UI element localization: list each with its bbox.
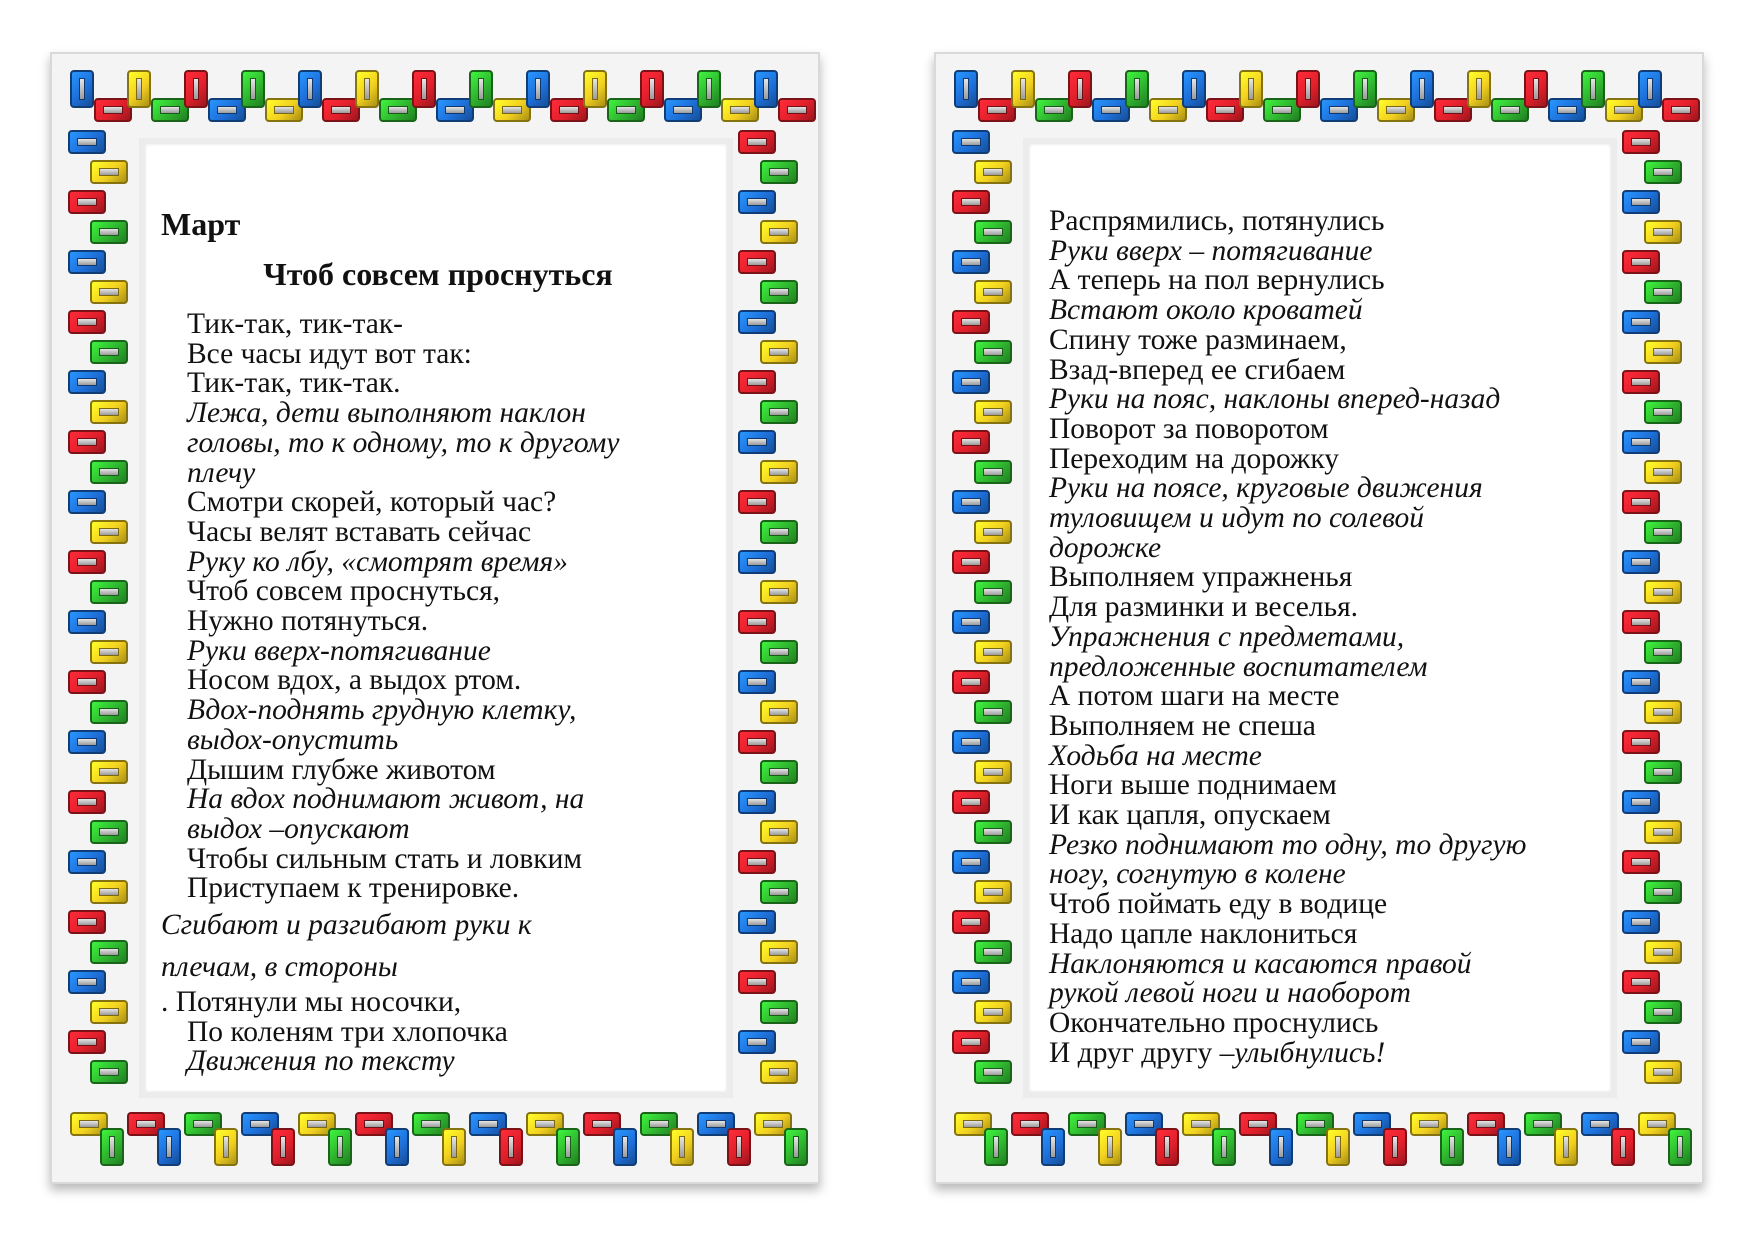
frame-block-yellow — [1644, 1060, 1682, 1084]
frame-block-yellow — [974, 520, 1012, 544]
frame-block-yellow — [90, 160, 128, 184]
frame-block-blue — [1548, 98, 1586, 122]
frame-block-green — [151, 98, 189, 122]
right-line-13: Выполняем упражненья — [1049, 561, 1353, 594]
frame-block-red — [68, 310, 106, 334]
right-line-17: А потом шаги на месте — [1049, 680, 1340, 713]
left-line-13: Носом вдох, а выдох ртом. — [187, 664, 522, 697]
frame-block-yellow — [760, 940, 798, 964]
frame-block-yellow — [1644, 340, 1682, 364]
frame-block-yellow — [974, 160, 1012, 184]
frame-block-yellow — [127, 70, 151, 108]
frame-block-yellow — [760, 460, 798, 484]
frame-block-green — [1491, 98, 1529, 122]
frame-block-green — [784, 1128, 808, 1166]
frame-block-green — [1644, 760, 1682, 784]
frame-block-blue — [954, 70, 978, 108]
left-line-17: На вдох поднимают живот, на — [187, 783, 585, 816]
frame-block-yellow — [760, 340, 798, 364]
frame-block-yellow — [1644, 220, 1682, 244]
frame-block-blue — [754, 70, 778, 108]
card-left-content — [145, 144, 727, 1092]
left-line-10: Чтоб совсем проснуться, — [187, 575, 501, 608]
poem-title: Чтоб совсем проснуться — [263, 256, 613, 292]
frame-block-blue — [436, 98, 474, 122]
frame-block-yellow — [1011, 70, 1035, 108]
frame-block-green — [379, 98, 417, 122]
frame-block-red — [952, 910, 990, 934]
frame-block-red — [1524, 70, 1548, 108]
frame-block-yellow — [760, 700, 798, 724]
frame-block-blue — [952, 970, 990, 994]
frame-block-blue — [68, 490, 106, 514]
frame-block-blue — [952, 490, 990, 514]
frame-block-yellow — [760, 220, 798, 244]
frame-block-yellow — [90, 400, 128, 424]
frame-block-red — [952, 430, 990, 454]
frame-block-red — [412, 70, 436, 108]
frame-block-green — [974, 700, 1012, 724]
frame-block-green — [90, 700, 128, 724]
frame-block-yellow — [721, 98, 759, 122]
frame-block-green — [1644, 1000, 1682, 1024]
frame-block-red — [952, 550, 990, 574]
card-left — [50, 52, 820, 1184]
right-line-16: предложенные воспитателем — [1049, 650, 1428, 683]
right-line-20: Ноги выше поднимаем — [1049, 769, 1337, 802]
frame-block-green — [1353, 70, 1377, 108]
right-lines — [1049, 207, 1631, 1039]
frame-block-yellow — [1644, 820, 1682, 844]
right-line-26: Наклоняются и касаются правой — [1049, 947, 1472, 980]
frame-block-red — [68, 550, 106, 574]
right-line-18: Выполняем не спеша — [1049, 709, 1316, 742]
frame-block-blue — [952, 370, 990, 394]
right-line-24: Чтоб поймать еду в водице — [1049, 888, 1388, 921]
frame-block-blue — [526, 70, 550, 108]
frame-block-blue — [68, 970, 106, 994]
left-line-20: Приступаем к тренировке. — [187, 872, 520, 905]
frame-block-green — [90, 460, 128, 484]
frame-block-green — [974, 460, 1012, 484]
frame-block-red — [550, 98, 588, 122]
frame-block-blue — [298, 70, 322, 108]
frame-block-blue — [952, 130, 990, 154]
right-line-7: Руки на пояс, наклоны вперед-назад — [1049, 383, 1501, 416]
left-line-12: Руки вверх-потягивание — [187, 634, 491, 667]
left-line-5: головы, то к одному, то к другому — [187, 426, 620, 459]
frame-block-yellow — [355, 70, 379, 108]
frame-block-yellow — [760, 1060, 798, 1084]
frame-block-red — [322, 98, 360, 122]
frame-block-green — [760, 400, 798, 424]
left-text-block — [145, 144, 753, 1152]
frame-block-blue — [952, 250, 990, 274]
frame-block-blue — [68, 610, 106, 634]
frame-block-blue — [1320, 98, 1358, 122]
left-line-21: Сгибают и разгибают руки к — [161, 909, 532, 942]
frame-block-blue — [1182, 70, 1206, 108]
frame-block-yellow — [1467, 70, 1491, 108]
frame-block-green — [90, 1060, 128, 1084]
frame-block-blue — [1638, 70, 1662, 108]
frame-block-red — [778, 98, 816, 122]
frame-block-green — [607, 98, 645, 122]
right-line-15: Упражнения с предметами, — [1049, 620, 1405, 653]
frame-block-yellow — [974, 880, 1012, 904]
frame-block-red — [94, 98, 132, 122]
frame-block-yellow — [90, 280, 128, 304]
frame-block-yellow — [583, 70, 607, 108]
frame-block-yellow — [1644, 460, 1682, 484]
right-line-10: Руки на поясе, круговые движения — [1049, 472, 1483, 505]
frame-block-green — [760, 640, 798, 664]
frame-block-green — [974, 820, 1012, 844]
frame-block-blue — [70, 70, 94, 108]
frame-block-yellow — [70, 1112, 108, 1136]
frame-block-red — [952, 670, 990, 694]
frame-block-yellow — [1638, 1112, 1676, 1136]
frame-block-blue — [208, 98, 246, 122]
left-line-7: Смотри скорей, который час? — [187, 486, 557, 519]
left-line-22: плечам, в стороны — [161, 951, 398, 984]
right-line-3: А теперь на пол вернулись — [1049, 264, 1385, 297]
frame-block-blue — [68, 730, 106, 754]
frame-block-yellow — [1605, 98, 1643, 122]
right-line-4: Встают около кроватей — [1049, 294, 1363, 327]
frame-block-red — [1296, 70, 1320, 108]
right-line-27: рукой левой ноги и наоборот — [1049, 977, 1411, 1010]
poem-last-line-italic: улыбнулись! — [1234, 1036, 1386, 1069]
right-line-5: Спину тоже разминаем, — [1049, 323, 1347, 356]
frame-block-green — [760, 160, 798, 184]
frame-block-green — [974, 940, 1012, 964]
frame-block-green — [974, 340, 1012, 364]
frame-block-green — [1644, 640, 1682, 664]
frame-block-yellow — [1644, 700, 1682, 724]
frame-block-green — [984, 1128, 1008, 1166]
frame-block-yellow — [1149, 98, 1187, 122]
frame-block-yellow — [760, 820, 798, 844]
left-line-25: Движения по тексту — [187, 1045, 455, 1078]
left-line-18: выдох –опускают — [187, 812, 410, 845]
frame-block-red — [952, 190, 990, 214]
right-line-21: И как цапля, опускаем — [1049, 799, 1331, 832]
frame-block-green — [90, 940, 128, 964]
left-line-24: По коленям три хлопочка — [187, 1015, 508, 1048]
frame-block-red — [978, 98, 1016, 122]
month-heading: Март — [161, 206, 241, 242]
frame-block-green — [974, 580, 1012, 604]
frame-block-blue — [664, 98, 702, 122]
frame-block-green — [1644, 880, 1682, 904]
frame-block-blue — [1092, 98, 1130, 122]
frame-block-yellow — [974, 640, 1012, 664]
left-line-9: Руку ко лбу, «смотрят время» — [187, 545, 568, 578]
frame-block-red — [68, 790, 106, 814]
right-line-25: Надо цапле наклониться — [1049, 917, 1358, 950]
frame-block-red — [640, 70, 664, 108]
frame-block-red — [68, 1030, 106, 1054]
frame-block-red — [68, 190, 106, 214]
frame-block-blue — [68, 850, 106, 874]
poem-last-line — [1049, 1036, 1631, 1069]
right-line-28: Окончательно проснулись — [1049, 1006, 1379, 1039]
right-line-12: дорожке — [1049, 531, 1162, 564]
frame-block-green — [1035, 98, 1073, 122]
frame-block-green — [90, 580, 128, 604]
left-line-15: выдох-опустить — [187, 723, 399, 756]
frame-block-green — [1644, 160, 1682, 184]
frame-block-yellow — [1644, 580, 1682, 604]
left-line-11: Нужно потянуться. — [187, 605, 429, 638]
frame-block-green — [241, 70, 265, 108]
frame-block-red — [68, 910, 106, 934]
frame-block-yellow — [760, 580, 798, 604]
frame-block-yellow — [90, 1000, 128, 1024]
frame-block-green — [1644, 280, 1682, 304]
frame-block-yellow — [974, 400, 1012, 424]
left-line-8: Часы велят вставать сейчас — [187, 515, 532, 548]
right-line-23: ногу, согнутую в колене — [1049, 858, 1346, 891]
left-line-1: Тик-так, тик-так- — [187, 308, 403, 340]
frame-block-red — [1434, 98, 1472, 122]
frame-block-green — [974, 1060, 1012, 1084]
frame-block-green — [760, 760, 798, 784]
frame-block-yellow — [90, 880, 128, 904]
right-line-6: Взад-вперед ее сгибаем — [1049, 353, 1346, 386]
frame-block-blue — [68, 250, 106, 274]
frame-block-green — [100, 1128, 124, 1166]
right-line-9: Переходим на дорожку — [1049, 442, 1340, 475]
right-line-2: Руки вверх – потягивание — [1049, 234, 1373, 267]
frame-block-red — [184, 70, 208, 108]
frame-block-green — [760, 880, 798, 904]
frame-block-red — [1206, 98, 1244, 122]
frame-block-yellow — [974, 760, 1012, 784]
frame-block-yellow — [954, 1112, 992, 1136]
frame-block-yellow — [90, 520, 128, 544]
frame-block-green — [1263, 98, 1301, 122]
frame-block-red — [1068, 70, 1092, 108]
frame-block-blue — [1410, 70, 1434, 108]
frame-block-green — [697, 70, 721, 108]
frame-block-green — [760, 280, 798, 304]
frame-block-red — [952, 1030, 990, 1054]
frame-block-green — [1125, 70, 1149, 108]
frame-block-green — [90, 820, 128, 844]
frame-block-green — [760, 520, 798, 544]
left-line-23: . Потянули мы носочки, — [161, 986, 462, 1019]
frame-block-red — [68, 670, 106, 694]
frame-block-yellow — [493, 98, 531, 122]
frame-block-green — [760, 1000, 798, 1024]
frame-block-yellow — [1239, 70, 1263, 108]
frame-block-blue — [68, 130, 106, 154]
right-line-14: Для разминки и веселья. — [1049, 591, 1359, 624]
frame-block-yellow — [754, 1112, 792, 1136]
frame-block-yellow — [90, 640, 128, 664]
frame-block-green — [469, 70, 493, 108]
frame-block-yellow — [1644, 940, 1682, 964]
frame-block-green — [1644, 400, 1682, 424]
left-line-3: Тик-так, тик-так. — [187, 367, 401, 400]
frame-block-green — [1668, 1128, 1692, 1166]
left-line-16: Дышим глубже животом — [187, 753, 496, 786]
frame-block-red — [1662, 98, 1700, 122]
frame-block-yellow — [974, 1000, 1012, 1024]
left-lines — [161, 310, 743, 1077]
right-text-block — [1029, 144, 1639, 1155]
frame-block-yellow — [1377, 98, 1415, 122]
right-line-8: Поворот за поворотом — [1049, 412, 1329, 445]
frame-block-yellow — [265, 98, 303, 122]
frame-block-green — [1644, 520, 1682, 544]
card-right — [934, 52, 1704, 1184]
frame-block-green — [1581, 70, 1605, 108]
right-line-11: туловищем и идут по солевой — [1049, 502, 1425, 535]
frame-block-yellow — [90, 760, 128, 784]
frame-block-red — [68, 430, 106, 454]
frame-block-red — [952, 310, 990, 334]
right-line-19: Ходьба на месте — [1049, 739, 1262, 772]
left-line-4: Лежа, дети выполняют наклон — [187, 397, 586, 430]
frame-block-blue — [952, 730, 990, 754]
left-line-19: Чтобы сильным стать и ловким — [187, 842, 583, 875]
poem-last-line-plain: И друг другу – — [1049, 1036, 1235, 1069]
right-line-22: Резко поднимают то одну, то другую — [1049, 828, 1527, 861]
left-line-14: Вдох-поднять грудную клетку, — [187, 694, 577, 727]
frame-block-yellow — [974, 280, 1012, 304]
frame-block-red — [952, 790, 990, 814]
frame-block-blue — [952, 610, 990, 634]
frame-block-green — [90, 340, 128, 364]
left-line-6: плечу — [187, 456, 256, 489]
right-line-1: Распрямились, потянулись — [1049, 205, 1385, 237]
card-right-content — [1029, 144, 1611, 1092]
frame-block-blue — [68, 370, 106, 394]
frame-block-green — [90, 220, 128, 244]
frame-block-green — [974, 220, 1012, 244]
left-line-2: Все часы идут вот так: — [187, 337, 472, 370]
frame-block-blue — [952, 850, 990, 874]
